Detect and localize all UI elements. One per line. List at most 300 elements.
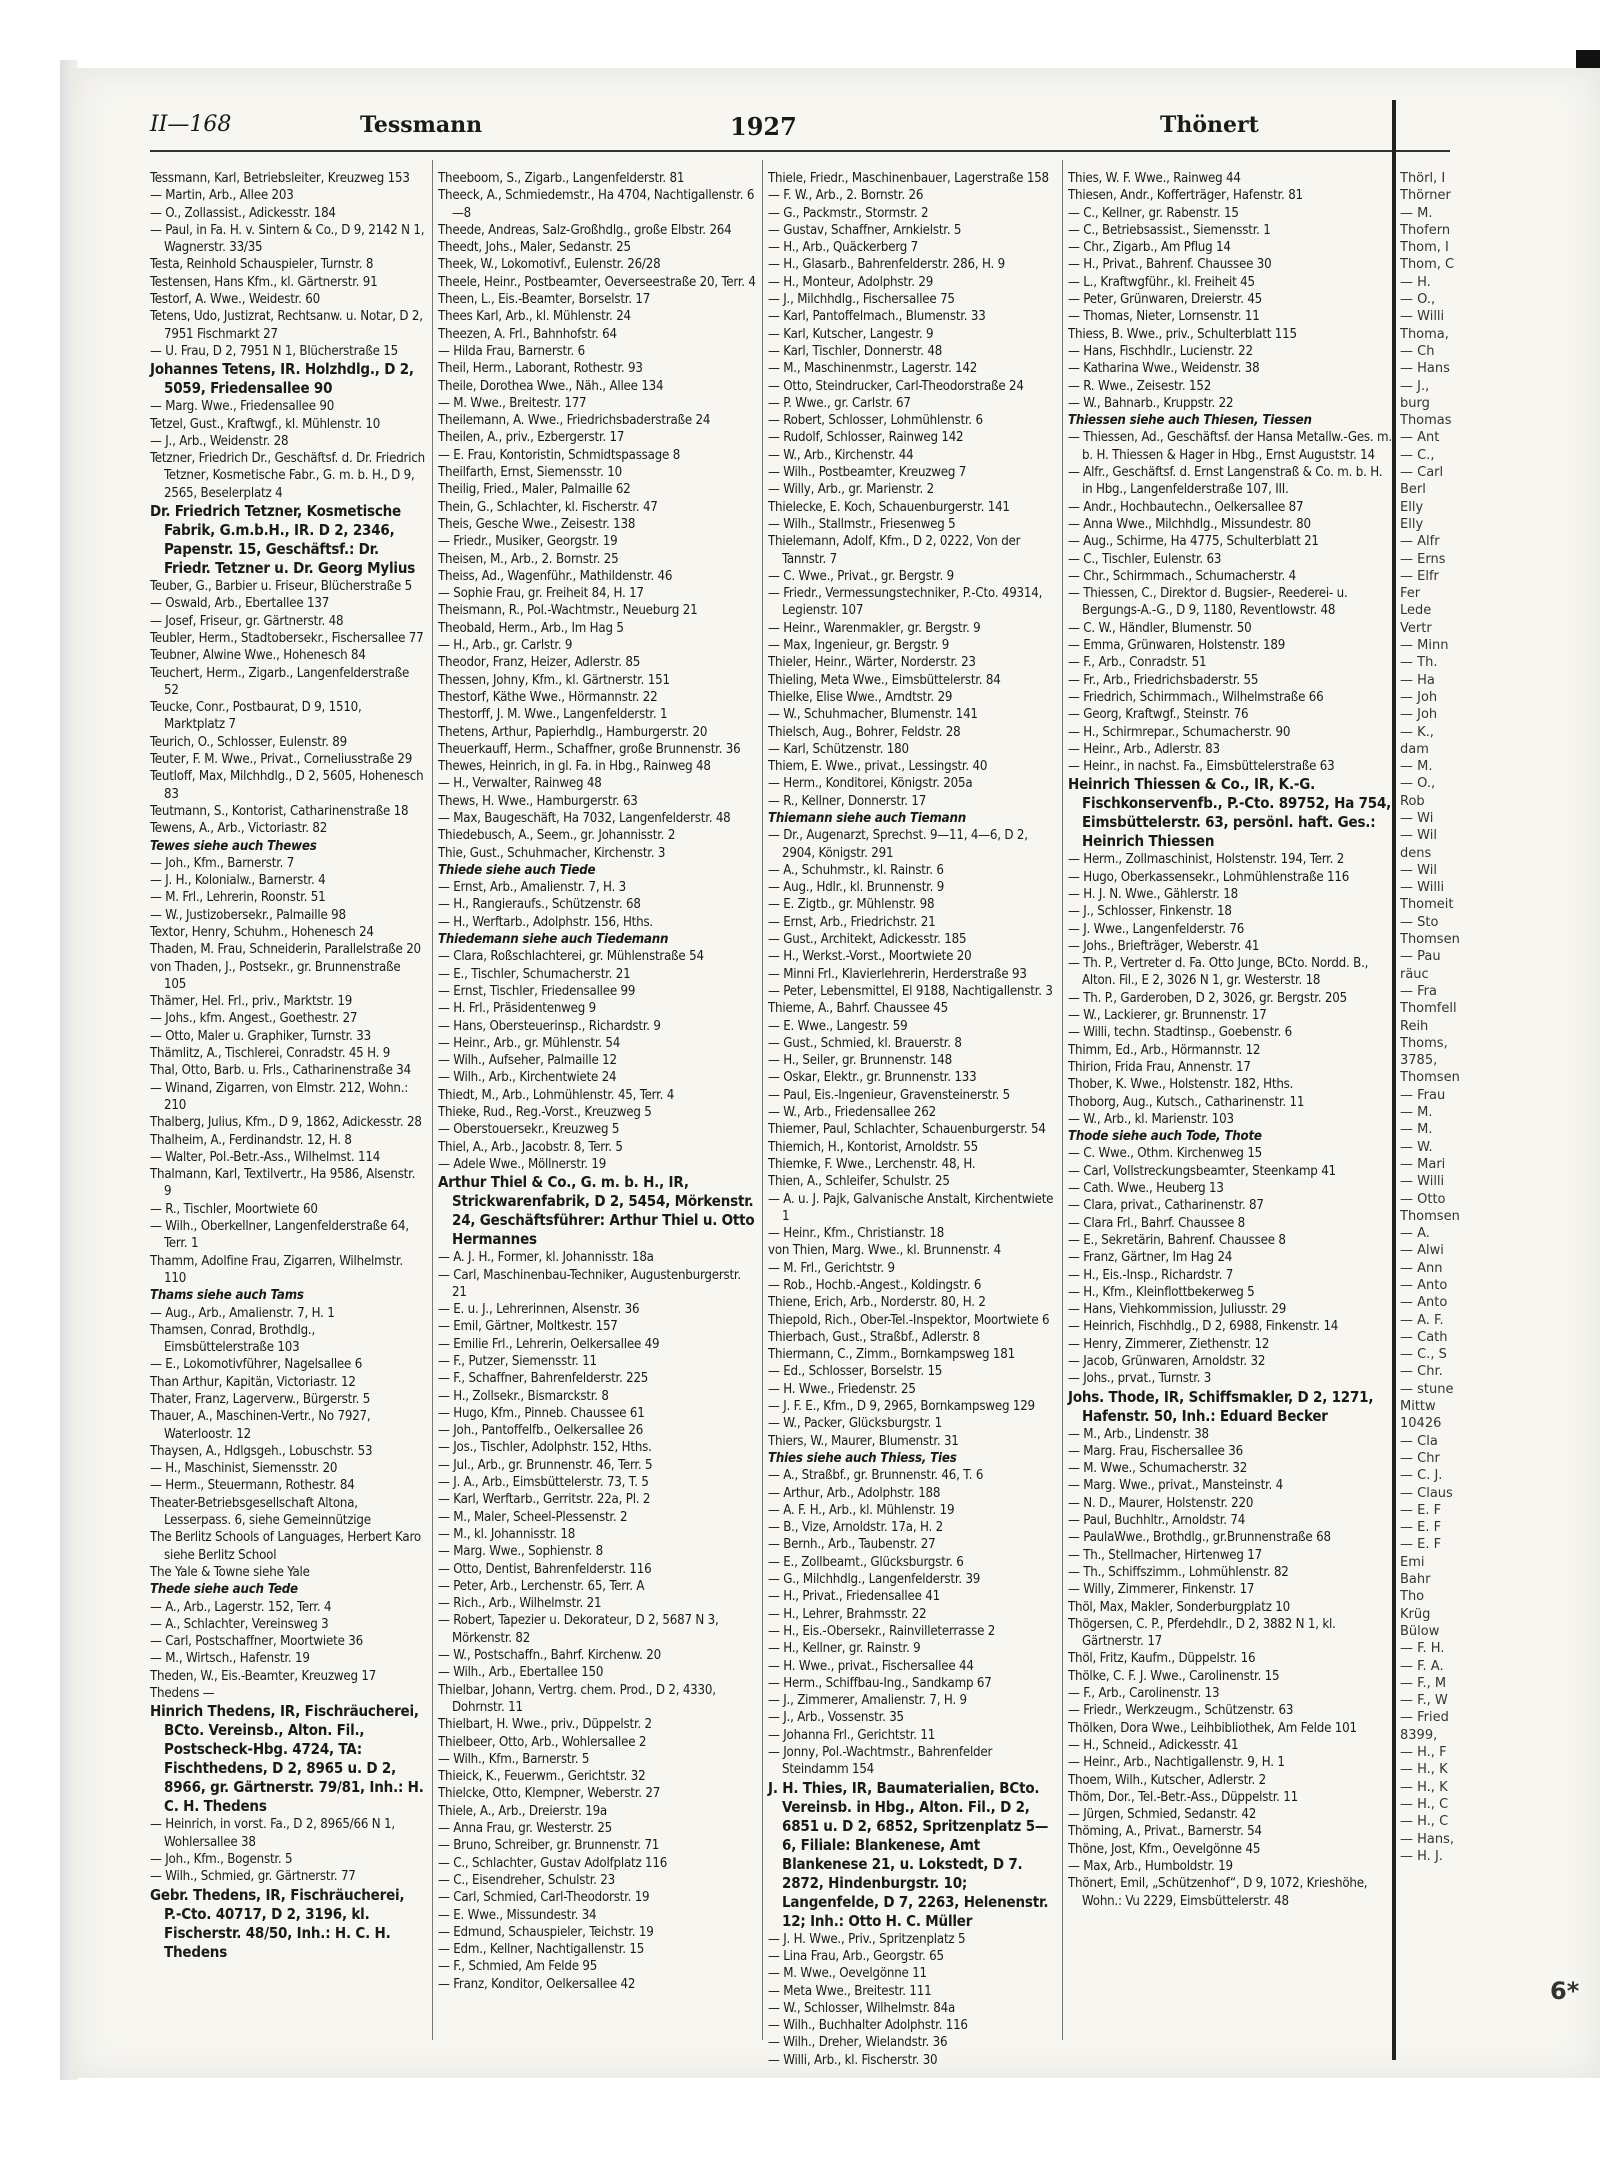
margin-fragment: — H. J. [1400, 1848, 1443, 1864]
directory-entry: Theele, Heinr., Postbeamter, Oeverseestraße 20, Terr. 4 [438, 274, 756, 290]
directory-entry: — Otto, Maler u. Graphiker, Turnstr. 33 [150, 1028, 371, 1044]
margin-fragment: — Sto [1400, 914, 1439, 930]
directory-entry: — F., Schaffner, Bahrenfelderstr. 225 [438, 1371, 649, 1387]
directory-entry: The Berlitz Schools of Languages, Herbert Karo siehe Berlitz School [150, 1530, 421, 1563]
directory-entry: — O., Zollassist., Adickesstr. 184 [150, 205, 336, 221]
margin-fragment: — Anto [1400, 1295, 1448, 1311]
directory-entry: — H., Werkst.-Vorst., Moortwiete 20 [768, 949, 972, 965]
directory-entry: Theater-Betriebsgesellschaft Altona, Lesserpass. 6, siehe Gemeinnützige [150, 1495, 371, 1529]
directory-entry: — Jonny, Pol.-Wachtmstr., Bahrenfelder Steindamm 154 [768, 1745, 993, 1778]
directory-entry: — L., Kraftwgführ., kl. Freiheit 45 [1068, 274, 1255, 290]
directory-entry: — P. Wwe., gr. Carlstr. 67 [768, 395, 911, 411]
margin-fragment: — Fried [1400, 1710, 1449, 1726]
directory-entry: — M., Maschinenmstr., Lagerstr. 142 [768, 361, 978, 377]
directory-entry: — Marg. Wwe., privat., Mansteinstr. 4 [1068, 1478, 1283, 1494]
directory-entry: — Gustav, Schaffner, Arnkielstr. 5 [768, 222, 962, 238]
directory-entry: — F., Schmied, Am Felde 95 [438, 1959, 598, 1975]
directory-entry: Tetzner, Friedrich Dr., Geschäftsf. d. Dr. Friedrich Tetzner, Kosmetische Fabr., G. m. b. H., D 9, 2565, Beselerplatz 4 [150, 451, 425, 501]
directory-entry: — Adele Wwe., Möllnerstr. 19 [438, 1156, 607, 1172]
margin-fragment: — Cath [1400, 1329, 1448, 1345]
directory-entry: Gebr. Thedens, IR, Fischräucherei, P.-Cto. 40717, D 2, 3196, kl. Fischerstr. 48/50, Inh.: H. C. H. Thedens [150, 1885, 405, 1961]
directory-entry: — Herm., Zollmaschinist, Holstenstr. 194, Terr. 2 [1068, 852, 1345, 868]
directory-entry: Thielcke, Otto, Klempner, Weberstr. 27 [438, 1786, 661, 1802]
directory-column-2 [438, 170, 756, 2050]
directory-entry: Thielsch, Aug., Bohrer, Feldstr. 28 [768, 724, 961, 740]
directory-entry: Thöm, Dor., Tel.-Betr.-Ass., Düppelstr. 11 [1068, 1789, 1298, 1805]
directory-entry: — E., Tischler, Schumacherstr. 21 [438, 966, 631, 982]
directory-entry: Thein, G., Schlachter, kl. Fischerstr. 47 [438, 499, 658, 515]
margin-fragments [1400, 170, 1600, 1865]
directory-entry: Thestorff, J. M. Wwe., Langenfelderstr. 1 [438, 707, 668, 723]
directory-entry: — Peter, Lebensmittel, El 9188, Nachtigallenstr. 3 [768, 983, 1053, 999]
margin-fragment: Lede [1400, 603, 1432, 619]
directory-entry: Teuter, F. M. Wwe., Privat., Corneliusstraße 29 [150, 752, 413, 768]
directory-entry: Theobald, Herm., Arb., Im Hag 5 [438, 620, 624, 636]
directory-entry: — W., Justizobersekr., Palmaille 98 [150, 907, 346, 923]
margin-fragment: — stune [1400, 1381, 1454, 1397]
directory-column-3 [768, 170, 1058, 2068]
directory-entry: — H. J. N. Wwe., Gählerstr. 18 [1068, 886, 1238, 902]
directory-entry: — E., Sekretärin, Bahrenf. Chaussee 8 [1068, 1232, 1286, 1248]
margin-fragment: — Wil [1400, 862, 1437, 878]
directory-entry: — H., Lehrer, Brahmsstr. 22 [768, 1606, 927, 1622]
directory-entry: — Paul, Eis.-Ingenieur, Gravensteinerstr. 5 [768, 1087, 1011, 1103]
directory-entry: — H., Zollsekr., Bismarckstr. 8 [438, 1388, 609, 1404]
directory-entry: Johannes Tetens, IR. Holzhdlg., D 2, 5059, Friedensallee 90 [150, 360, 414, 398]
directory-entry: — C., Kellner, gr. Rabenstr. 15 [1068, 205, 1239, 221]
directory-entry: — Meta Wwe., Breitestr. 111 [768, 1983, 932, 1999]
directory-entry: Thiesen, Andr., Kofferträger, Hafenstr. 81 [1068, 188, 1303, 204]
directory-entry: — C. Wwe., Othm. Kirchenweg 15 [1068, 1146, 1263, 1162]
directory-entry: — A., Schuhmstr., kl. Rainstr. 6 [768, 862, 944, 878]
directory-entry: — Th. P., Vertreter d. Fa. Otto Junge, BCto. Nordd. B., Alton. Fil., E 2, 3026 N 1, gr. Westerstr. 18 [1068, 956, 1369, 989]
directory-entry: — M. Wwe., Breitestr. 177 [438, 395, 587, 411]
directory-entry: — J. F. E., Kfm., D 9, 2965, Bornkampsweg 129 [768, 1399, 1035, 1415]
directory-entry: — C., Schlachter, Gustav Adolfplatz 116 [438, 1855, 668, 1871]
directory-entry: — H., Eis.-Insp., Richardstr. 7 [1068, 1267, 1234, 1283]
directory-entry: Thien, A., Schleifer, Schulstr. 25 [768, 1174, 950, 1190]
directory-entry: Teutmann, S., Kontorist, Catharinenstraße 18 [150, 803, 409, 819]
directory-entry: — Ed., Schlosser, Borselstr. 15 [768, 1364, 943, 1380]
directory-entry: Thölke, C. F. J. Wwe., Carolinenstr. 15 [1068, 1668, 1280, 1684]
directory-entry: — Thomas, Nieter, Lornsenstr. 11 [1068, 309, 1260, 325]
directory-entry: Thessen, Johny, Kfm., kl. Gärtnerstr. 151 [438, 672, 670, 688]
directory-entry: — Karl, Kutscher, Langestr. 9 [768, 326, 934, 342]
directory-entry: — Winand, Zigarren, von Elmstr. 212, Wohn.: 210 [150, 1080, 409, 1113]
directory-entry: Thews, H. Wwe., Hamburgerstr. 63 [438, 793, 638, 809]
directory-entry: Theedt, Johs., Maler, Sedanstr. 25 [438, 240, 631, 256]
directory-entry: — Wilh., Aufseher, Palmaille 12 [438, 1053, 617, 1069]
directory-entry: — Carl, Maschinenbau-Techniker, Augustenburgerstr. 21 [438, 1267, 741, 1300]
directory-entry: — Wilh., Arb., Ebertallee 150 [438, 1665, 604, 1681]
directory-entry: — J. Wwe., Langenfelderstr. 76 [1068, 921, 1245, 937]
directory-entry: — H., Glasarb., Bahrenfelderstr. 286, H. 9 [768, 257, 1005, 273]
directory-entry: — Chr., Schirmmach., Schumacherstr. 4 [1068, 568, 1296, 584]
margin-fragment: Thom, I [1400, 240, 1449, 256]
directory-entry: — Chr., Zigarb., Am Pflug 14 [1068, 240, 1231, 256]
directory-entry: — Karl, Pantoffelmach., Blumenstr. 33 [768, 309, 986, 325]
directory-entry: Thielecke, E. Koch, Schauenburgerstr. 141 [768, 499, 1010, 515]
directory-entry: — Hans, Obersteuerinsp., Richardstr. 9 [438, 1018, 661, 1034]
margin-fragment: Bahr [1400, 1572, 1431, 1588]
margin-fragment: — E. F [1400, 1502, 1442, 1518]
directory-entry: Thede siehe auch Tede [150, 1582, 298, 1598]
directory-entry: — W., Arb., Friedensallee 262 [768, 1105, 936, 1121]
page-header [150, 112, 1420, 146]
margin-fragment: — Willi [1400, 880, 1445, 896]
directory-entry: — C. Wwe., Privat., gr. Bergstr. 9 [768, 568, 954, 584]
directory-entry: — Wilh., Schmied, gr. Gärtnerstr. 77 [150, 1869, 356, 1885]
margin-fragment: — W. [1400, 1139, 1433, 1155]
margin-fragment: — Elfr [1400, 568, 1439, 584]
directory-entry: — H., Seiler, gr. Brunnenstr. 148 [768, 1053, 952, 1069]
directory-entry: — H. Frl., Präsidentenweg 9 [438, 1001, 597, 1017]
directory-entry: — Otto, Steindrucker, Carl-Theodorstraße 24 [768, 378, 1024, 394]
margin-fragment: 8399, [1400, 1727, 1438, 1743]
directory-entry: — Carl, Schmied, Carl-Theodorstr. 19 [438, 1890, 650, 1906]
directory-entry: — F., Putzer, Siemensstr. 11 [438, 1354, 597, 1369]
directory-entry: — Heinrich, in vorst. Fa., D 2, 8965/66 N 1, Wohlersallee 38 [150, 1817, 395, 1850]
directory-entry: — H., Kfm., Kleinflottbekerweg 5 [1068, 1284, 1255, 1300]
directory-entry: — Heinr., Arb., gr. Mühlenstr. 54 [438, 1035, 621, 1051]
directory-entry: — E. Frau, Kontoristin, Schmidtspassage 8 [438, 447, 681, 463]
directory-entry: Thiede siehe auch Tiede [438, 862, 596, 878]
margin-fragment: — A. F. [1400, 1312, 1444, 1328]
directory-entry: — Rob., Hochb.-Angest., Koldingstr. 6 [768, 1278, 982, 1293]
margin-fragment: — Minn [1400, 638, 1449, 654]
directory-entry: — Aug., Arb., Amalienstr. 7, H. 1 [150, 1305, 335, 1321]
directory-entry: — Anna Wwe., Milchhdlg., Missundestr. 80 [1068, 516, 1311, 532]
directory-entry: — Friedr., Werkzeugm., Schützenstr. 63 [1068, 1703, 1294, 1719]
directory-entry: — Karl, Werftarb., Gerritstr. 22a, Pl. 2 [438, 1492, 651, 1508]
margin-fragment: — Ann [1400, 1260, 1443, 1276]
directory-entry: — W., Packer, Glücksburgstr. 1 [768, 1416, 943, 1432]
directory-entry: Thögersen, C. P., Pferdehdlr., D 2, 3882 N 1, kl. Gärtnerstr. 17 [1068, 1616, 1336, 1650]
directory-entry: — Marg. Wwe., Sophienstr. 8 [438, 1544, 604, 1560]
directory-entry: — A. u. J. Pajk, Galvanische Anstalt, Kirchentwiete 1 [768, 1191, 1054, 1224]
header-right-word: Thönert [1160, 112, 1259, 138]
next-page-margin [1400, 170, 1600, 2050]
margin-fragment: — Otto [1400, 1191, 1446, 1207]
directory-entry: Thiedt, M., Arb., Lohmühlenstr. 45, Terr. 4 [438, 1087, 675, 1103]
directory-entry: Johs. Thode, IR, Schiffsmakler, D 2, 1271, Hafenstr. 50, Inh.: Eduard Becker [1068, 1387, 1374, 1425]
directory-entry: Thiers, W., Maurer, Blumenstr. 31 [768, 1433, 959, 1449]
directory-entry: Thiedemann siehe auch Tiedemann [438, 932, 669, 948]
directory-entry: — Jul., Arb., gr. Brunnenstr. 46, Terr. 5 [438, 1457, 653, 1473]
directory-entry: Thöl, Fritz, Kaufm., Düppelstr. 16 [1068, 1651, 1256, 1667]
margin-fragment: — Pau [1400, 949, 1441, 965]
directory-entry: — Wilh., Oberkellner, Langenfelderstraße 64, Terr. 1 [150, 1219, 409, 1252]
margin-fragment: Reih [1400, 1018, 1429, 1034]
directory-entry: — A., Straßbf., gr. Brunnenstr. 46, T. 6 [768, 1468, 984, 1484]
directory-entry: — Wilh., Kfm., Barnerstr. 5 [438, 1751, 590, 1767]
directory-entry: Thirion, Frida Frau, Annenstr. 17 [1068, 1059, 1251, 1075]
margin-fragment: — A. [1400, 1226, 1430, 1242]
directory-entry: — Arthur, Arb., Adolphstr. 188 [768, 1485, 941, 1501]
directory-entry: Theiss, Ad., Wagenführ., Mathildenstr. 46 [438, 568, 673, 584]
margin-fragment: Thomsen [1400, 1070, 1460, 1086]
directory-entry: — Josef, Friseur, gr. Gärtnerstr. 48 [150, 613, 344, 629]
directory-entry: — W., Bahnarb., Kruppstr. 22 [1068, 395, 1234, 411]
directory-entry: Thiel, A., Arb., Jacobstr. 8, Terr. 5 [438, 1139, 623, 1155]
directory-entry: Theilfarth, Ernst, Siemensstr. 10 [438, 465, 622, 481]
margin-fragment: — H., K [1400, 1779, 1448, 1795]
directory-entry: — Joh., Kfm., Barnerstr. 7 [150, 855, 295, 871]
directory-entry: Thauer, A., Maschinen-Vertr., No 7927, Waterloostr. 12 [150, 1409, 371, 1442]
margin-fragment: — F., M [1400, 1675, 1447, 1691]
margin-fragment: Thofern [1400, 222, 1451, 238]
margin-fragment: — Willi [1400, 1174, 1445, 1190]
margin-fragment: — Claus [1400, 1485, 1453, 1501]
directory-entry: — Aug., Hdlr., kl. Brunnenstr. 9 [768, 880, 945, 896]
margin-fragment: — C., [1400, 447, 1435, 463]
directory-entry: Teurich, O., Schlosser, Eulenstr. 89 [150, 734, 347, 750]
directory-entry: — Anna Frau, gr. Westerstr. 25 [438, 1821, 613, 1837]
margin-fragment: dens [1400, 845, 1432, 861]
margin-fragment: Thomeit [1400, 897, 1454, 913]
directory-entry: — W., Schuhmacher, Blumenstr. 141 [768, 707, 978, 723]
directory-entry: — Wilh., Stallmstr., Friesenweg 5 [768, 516, 956, 532]
directory-entry: — Franz, Konditor, Oelkersallee 42 [438, 1976, 636, 1992]
directory-entry: Textor, Henry, Schuhm., Hohenesch 24 [150, 924, 374, 940]
directory-entry: — Joh., Kfm., Bogenstr. 5 [150, 1851, 293, 1867]
directory-entry: — Friedrich, Schirmmach., Wilhelmstraße 66 [1068, 689, 1324, 705]
margin-fragment: Elly [1400, 499, 1424, 515]
directory-entry: — Martin, Arb., Allee 203 [150, 188, 294, 204]
directory-entry: Thoborg, Aug., Kutsch., Catharinenstr. 11 [1068, 1094, 1305, 1110]
directory-entry: Thamsen, Conrad, Brothdlg., Eimsbüttelerstraße 103 [150, 1322, 316, 1356]
directory-entry: — M., kl. Johannisstr. 18 [438, 1526, 576, 1542]
directory-entry: — F., Arb., Conradstr. 51 [1068, 655, 1207, 671]
directory-entry: — Karl, Schützenstr. 180 [768, 741, 909, 757]
directory-entry: Thielke, Elise Wwe., Arndtstr. 29 [768, 689, 953, 705]
directory-entry: — W., Arb., Kirchenstr. 44 [768, 447, 914, 463]
directory-entry: Testorf, A. Wwe., Weidestr. 60 [150, 292, 320, 308]
margin-fragment: Thörl, I [1400, 171, 1446, 186]
directory-entry: — Heinrich, Fischhdlg., D 2, 6988, Finkenstr. 14 [1068, 1319, 1339, 1335]
directory-entry: — Max, Ingenieur, gr. Bergstr. 9 [768, 638, 950, 654]
directory-entry: — E. Wwe., Missundestr. 34 [438, 1907, 597, 1923]
directory-entry: — H., Arb., Quäckerberg 7 [768, 240, 919, 256]
margin-fragment: 3785, [1400, 1053, 1438, 1069]
directory-entry: — Edmund, Schauspieler, Teichstr. 19 [438, 1924, 654, 1940]
directory-entry: — H., Monteur, Adolphstr. 29 [768, 274, 934, 290]
directory-entry: Thalheim, A., Ferdinandstr. 12, H. 8 [150, 1132, 352, 1148]
margin-fragment: — F., W [1400, 1693, 1448, 1709]
directory-entry: — J., Schlosser, Finkenstr. 18 [1068, 904, 1232, 920]
directory-entry: — Otto, Dentist, Bahrenfelderstr. 116 [438, 1561, 652, 1577]
directory-entry: — Herm., Schiffbau-Ing., Sandkamp 67 [768, 1675, 992, 1691]
directory-entry: — Willi, Arb., kl. Fischerstr. 30 [768, 2052, 938, 2068]
directory-entry: Thedens — [150, 1686, 215, 1702]
directory-entry: Teutloff, Max, Milchhdlg., D 2, 5605, Hohenesch 83 [150, 769, 424, 802]
directory-entry: — M., Arb., Lindenstr. 38 [1068, 1426, 1209, 1442]
directory-entry: Thönert, Emil, „Schützenhof“, D 9, 1072, Krieshöhe, Wohn.: Vu 2229, Eimsbüttelerstr. 48 [1068, 1876, 1368, 1909]
directory-entry: Thewes, Heinrich, in gl. Fa. in Hbg., Rainweg 48 [438, 759, 711, 775]
directory-entry: — M. Wwe., Schumacherstr. 32 [1068, 1461, 1248, 1477]
directory-entry: — Wilh., Dreher, Wielandstr. 36 [768, 2035, 948, 2051]
directory-entry: Arthur Thiel & Co., G. m. b. H., IR, Strickwarenfabrik, D 2, 5454, Mörkenstr. 24, Geschäftsführer: Arthur Thiel u. Otto Hermannes [438, 1173, 755, 1249]
directory-entry: — Henry, Zimmerer, Ziethenstr. 12 [1068, 1336, 1270, 1352]
directory-entry: Thiemann siehe auch Tiemann [768, 810, 966, 826]
directory-entry: Theilemann, A. Wwe., Friedrichsbaderstraße 24 [438, 413, 711, 429]
margin-fragment: — Cla [1400, 1433, 1438, 1449]
directory-entry: — H., Arb., gr. Carlstr. 9 [438, 638, 573, 654]
margin-fragment: Thörner [1400, 188, 1451, 204]
directory-entry: Theeboom, S., Zigarb., Langenfelderstr. 81 [438, 171, 685, 186]
directory-entry: — Marg. Wwe., Friedensallee 90 [150, 399, 335, 415]
directory-entry: Teubler, Herm., Stadtobersekr., Fischersallee 77 [150, 630, 424, 646]
directory-entry: — Minni Frl., Klavierlehrerin, Herderstraße 93 [768, 966, 1027, 982]
margin-fragment: — O., [1400, 776, 1436, 792]
directory-entry: Thieler, Heinr., Wärter, Norderstr. 23 [768, 655, 976, 671]
margin-fragment: — H., F [1400, 1745, 1447, 1761]
margin-fragment: — Ch [1400, 343, 1435, 359]
directory-entry: — Jacob, Grünwaren, Arnoldstr. 32 [1068, 1354, 1266, 1369]
directory-entry: — Fr., Arb., Friedrichsbaderstr. 55 [1068, 672, 1259, 688]
directory-entry: — Max, Arb., Humboldstr. 19 [1068, 1859, 1233, 1875]
directory-entry: Testensen, Hans Kfm., kl. Gärtnerstr. 91 [150, 274, 378, 290]
margin-fragment: — Wi [1400, 810, 1434, 826]
directory-entry: — J. H., Kolonialw., Barnerstr. 4 [150, 873, 326, 889]
directory-entry: Tetens, Udo, Justizrat, Rechtsanw. u. Notar, D 2, 7951 Fischmarkt 27 [150, 309, 423, 342]
directory-entry: — W., Lackierer, gr. Brunnenstr. 17 [1068, 1008, 1267, 1024]
directory-entry: Theil, Herm., Laborant, Rothestr. 93 [438, 361, 643, 377]
directory-entry: — Clara Frl., Bahrf. Chaussee 8 [1068, 1215, 1245, 1231]
margin-fragment: Rob [1400, 793, 1425, 809]
directory-entry: — Johs., Briefträger, Weberstr. 41 [1068, 938, 1260, 954]
directory-entry: — H., Maschinist, Siemensstr. 20 [150, 1461, 338, 1477]
directory-entry: — Emil, Gärtner, Moltkestr. 157 [438, 1319, 618, 1335]
directory-entry: Thetens, Arthur, Papierhdlg., Hamburgerstr. 20 [438, 724, 708, 740]
directory-entry: — Heinr., Arb., Adlerstr. 83 [1068, 741, 1220, 757]
directory-entry: — Robert, Tapezier u. Dekorateur, D 2, 5687 N 3, Mörkenstr. 82 [438, 1613, 719, 1646]
margin-fragment: — F. A. [1400, 1658, 1444, 1674]
directory-entry: Tessmann, Karl, Betriebsleiter, Kreuzweg 153 [150, 171, 410, 186]
directory-entry: — A., Arb., Lagerstr. 152, Terr. 4 [150, 1599, 332, 1615]
directory-entry: — Hugo, Kfm., Pinneb. Chaussee 61 [438, 1405, 645, 1421]
directory-entry: Theilen, A., priv., Ezbergerstr. 17 [438, 430, 625, 446]
directory-entry: — E. Zigtb., gr. Mühlenstr. 98 [768, 897, 935, 913]
directory-entry: Thamm, Adolfine Frau, Zigarren, Wilhelmstr. 110 [150, 1253, 403, 1286]
margin-fragment: — Chr [1400, 1450, 1440, 1466]
directory-entry: — C., Betriebsassist., Siemensstr. 1 [1068, 222, 1271, 238]
directory-entry: Thieme, A., Bahrf. Chaussee 45 [768, 1001, 948, 1017]
directory-entry: Thiess, B. Wwe., priv., Schulterblatt 115 [1068, 326, 1297, 342]
directory-entry: Thämlitz, A., Tischlerei, Conradstr. 45 H. 9 [150, 1046, 391, 1062]
directory-entry: Thies siehe auch Thiess, Ties [768, 1450, 957, 1466]
directory-entry: Thal, Otto, Barb. u. Frls., Catharinenstraße 34 [150, 1063, 411, 1079]
margin-fragment: — Frau [1400, 1087, 1446, 1103]
directory-entry: — Katharina Wwe., Weidenstr. 38 [1068, 361, 1260, 377]
directory-entry: — Lina Frau, Arb., Georgstr. 65 [768, 1948, 944, 1964]
directory-entry: — Herm., Steuermann, Rothestr. 84 [150, 1478, 355, 1494]
directory-entry: — H., Privat., Friedensallee 41 [768, 1589, 940, 1605]
margin-fragment: — Hans [1400, 361, 1450, 377]
directory-entry: — Wilh., Arb., Kirchentwiete 24 [438, 1070, 617, 1086]
margin-fragment: Thomas [1400, 413, 1452, 429]
directory-entry: Thalberg, Julius, Kfm., D 9, 1862, Adickesstr. 28 [150, 1115, 422, 1131]
directory-entry: Thieling, Meta Wwe., Eimsbüttelerstr. 84 [768, 672, 1001, 688]
directory-entry: — A., Schlachter, Vereinsweg 3 [150, 1616, 329, 1632]
margin-fragment: — Carl [1400, 465, 1444, 481]
directory-entry: — Hugo, Oberkassensekr., Lohmühlenstraße 116 [1068, 869, 1350, 885]
directory-entry: — Hilda Frau, Barnerstr. 6 [438, 343, 585, 359]
directory-entry: Theede, Andreas, Salz-Großhdlg., große Elbstr. 264 [438, 222, 732, 238]
directory-entry: — Hans, Viehkommission, Juliusstr. 29 [1068, 1302, 1287, 1318]
directory-entry: — Clara, privat., Catharinenstr. 87 [1068, 1198, 1264, 1214]
directory-entry: — E., Zollbeamt., Glücksburgstr. 6 [768, 1554, 964, 1570]
directory-entry: — Thiessen, Ad., Geschäftsf. der Hansa Metallw.-Ges. m. b. H. Thiessen & Hager in Hbg., Ernst Auguststr. 14 [1068, 430, 1392, 463]
directory-entry: — Wilh., Postbeamter, Kreuzweg 7 [768, 465, 967, 481]
directory-entry: — H. Wwe., privat., Fischersallee 44 [768, 1658, 974, 1674]
margin-fragment: Fer [1400, 586, 1421, 602]
directory-entry: Theden, W., Eis.-Beamter, Kreuzweg 17 [150, 1668, 377, 1684]
header-left-word: Tessmann [360, 112, 483, 138]
directory-entry: — H., Werftarb., Adolphstr. 156, Hths. [438, 914, 654, 930]
directory-entry: Thimm, Ed., Arb., Hörmannstr. 12 [1068, 1042, 1261, 1058]
directory-entry: Thiermann, C., Zimm., Bornkampsweg 181 [768, 1347, 1015, 1363]
directory-entry: — Edm., Kellner, Nachtigallenstr. 15 [438, 1942, 645, 1958]
directory-entry: Thierbach, Gust., Straßbf., Adlerstr. 8 [768, 1329, 980, 1345]
directory-entry: — Heinr., Arb., Nachtigallenstr. 9, H. 1 [1068, 1755, 1285, 1771]
directory-entry: Thieke, Rud., Reg.-Vorst., Kreuzweg 5 [438, 1105, 652, 1121]
margin-fragment: — Erns [1400, 551, 1446, 567]
margin-fragment: — J., [1400, 378, 1430, 394]
directory-entry: Theilig, Fried., Maler, Palmaille 62 [438, 482, 631, 498]
margin-fragment: — M. [1400, 205, 1433, 221]
directory-entry: Thieick, K., Feuerwm., Gerichtstr. 32 [438, 1769, 646, 1785]
margin-fragment: — Hans, [1400, 1831, 1455, 1847]
directory-entry: Theen, L., Eis.-Beamter, Borselstr. 17 [438, 292, 651, 308]
margin-fragment: — Anto [1400, 1278, 1448, 1293]
directory-entry: — Marg. Frau, Fischersallee 36 [1068, 1443, 1243, 1459]
directory-entry: — H., Eis.-Obersekr., Rainvilleterrasse 2 [768, 1623, 996, 1639]
directory-entry: — Oberstouersekr., Kreuzweg 5 [438, 1122, 620, 1138]
directory-entry: Teuber, G., Barbier u. Friseur, Blücherstraße 5 [150, 579, 412, 595]
directory-entry: Thode siehe auch Tode, Thote [1068, 1129, 1262, 1145]
margin-fragment: — H., C [1400, 1796, 1449, 1812]
directory-entry: — J., Zimmerer, Amalienstr. 7, H. 9 [768, 1693, 967, 1709]
directory-entry: — C., Tischler, Eulenstr. 63 [1068, 551, 1222, 567]
directory-entry: Than Arthur, Kapitän, Victoriastr. 12 [150, 1374, 356, 1390]
directory-entry: — Willy, Arb., gr. Marienstr. 2 [768, 482, 934, 498]
directory-entry: — Paul, Buchhltr., Arnoldstr. 74 [1068, 1513, 1246, 1529]
directory-entry: — Peter, Arb., Lerchenstr. 65, Terr. A [438, 1578, 645, 1594]
margin-fragment: — Joh [1400, 707, 1438, 723]
directory-entry: Thober, K. Wwe., Holstenstr. 182, Hths. [1068, 1077, 1294, 1093]
margin-fragment: — C., S [1400, 1347, 1447, 1363]
margin-fragment: — Fra [1400, 983, 1437, 999]
directory-entry: Thöl, Max, Makler, Sonderburgplatz 10 [1068, 1599, 1290, 1615]
directory-entry: — C. W., Händler, Blumenstr. 50 [1068, 620, 1252, 636]
margin-fragment: Thoma, [1400, 326, 1449, 342]
directory-entry: — Robert, Schlosser, Lohmühlenstr. 6 [768, 413, 983, 429]
directory-entry: — F. W., Arb., 2. Bornstr. 26 [768, 188, 924, 204]
column-divider [1062, 160, 1063, 2040]
column-divider [762, 160, 763, 2040]
directory-entry: Theismann, R., Pol.-Wachtmstr., Neueburg 21 [438, 603, 698, 619]
directory-entry: — Heinr., Kfm., Christianstr. 18 [768, 1226, 945, 1242]
directory-entry: — Ernst, Tischler, Friedensallee 99 [438, 983, 636, 999]
directory-entry: — H., Verwalter, Rainweg 48 [438, 776, 602, 792]
directory-entry: — Bernh., Arb., Taubenstr. 27 [768, 1537, 936, 1553]
directory-entry: von Thien, Marg. Wwe., kl. Brunnenstr. 4 [768, 1243, 1001, 1259]
page-gutter [1392, 100, 1396, 2060]
directory-entry: Teuchert, Herm., Zigarb., Langenfelderstraße 52 [150, 665, 410, 698]
directory-entry: Testa, Reinhold Schauspieler, Turnstr. 8 [150, 257, 374, 273]
directory-entry: — H., Kellner, gr. Rainstr. 9 [768, 1641, 921, 1657]
